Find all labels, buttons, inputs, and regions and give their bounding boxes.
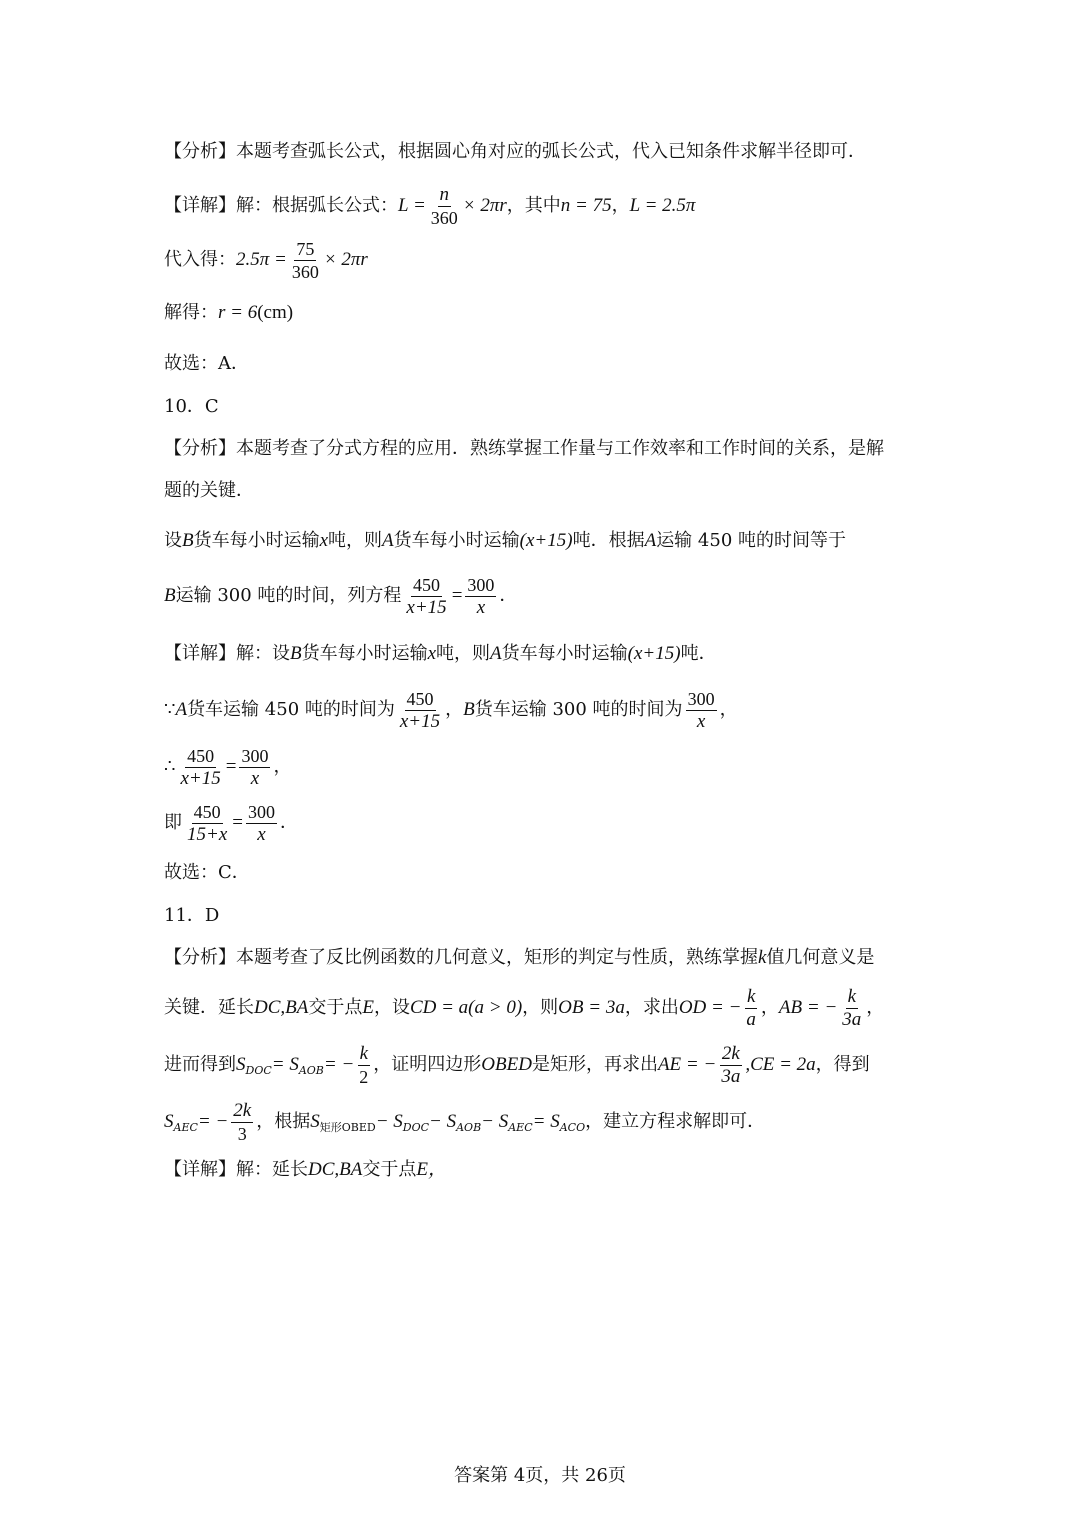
math: S — [236, 1054, 246, 1075]
text: 值几何意义是 — [766, 947, 875, 968]
text: 解得： — [164, 302, 218, 323]
numerator: k — [847, 985, 856, 1007]
analysis-line-11d — [164, 1100, 924, 1144]
text: 故选：C． — [164, 862, 250, 883]
question-10-answer — [164, 394, 924, 420]
detail-line-10 — [164, 641, 924, 667]
math: B — [164, 585, 176, 606]
text: 【详解】解：延长 — [164, 1159, 308, 1180]
numerator: 450 — [187, 745, 215, 766]
math: ,CE = 2a — [745, 1054, 816, 1075]
text: 11．D — [164, 905, 220, 926]
equation-line-10 — [164, 574, 924, 618]
numerator: k — [359, 1042, 369, 1064]
math: − S — [429, 1111, 457, 1132]
fraction — [290, 238, 321, 283]
math: B — [290, 643, 302, 664]
text: 货车每小时运输 — [393, 530, 520, 551]
denominator: x+15 — [406, 596, 447, 618]
text: 货车每小时运输 — [301, 643, 428, 664]
text: 【详解】解：设 — [164, 643, 290, 664]
text: ，建立方程求解即可． — [585, 1111, 766, 1132]
subscript: DOC — [402, 1121, 430, 1134]
math: OBED — [481, 1054, 532, 1075]
text: 运输 300 吨的时间，列方程 — [175, 585, 402, 606]
math: S — [310, 1111, 320, 1132]
numerator: 75 — [296, 238, 315, 259]
text: ，求出 — [624, 997, 679, 1018]
text: ， — [719, 699, 738, 720]
denominator: 3a — [721, 1065, 741, 1087]
math: L = — [398, 195, 426, 216]
text: 是矩形，再求出 — [531, 1054, 658, 1075]
answer-line-9 — [164, 351, 924, 377]
text: 关键．延长 — [164, 997, 254, 1018]
denominator: 15+x — [187, 823, 228, 845]
namely-line — [164, 801, 924, 845]
numerator: 2k — [233, 1099, 252, 1121]
numerator: k — [746, 985, 756, 1007]
analysis-line-10b — [164, 478, 924, 504]
text: 设 — [164, 530, 182, 551]
math: = — [225, 756, 237, 777]
text: ，其中 — [506, 195, 561, 216]
math: E — [362, 997, 374, 1018]
text: 货车每小时运输 — [193, 530, 320, 551]
math: CD = a(a > 0) — [409, 997, 523, 1018]
math: DC,BA — [308, 1159, 363, 1180]
fraction — [246, 801, 277, 846]
math: DC,BA — [254, 997, 309, 1018]
analysis-line-11c — [164, 1043, 924, 1087]
math: − S — [481, 1111, 509, 1132]
denominator: 3a — [842, 1008, 862, 1030]
substitute-line — [164, 238, 924, 282]
math: E， — [416, 1159, 447, 1180]
text: 进而得到 — [164, 1054, 236, 1075]
text: ，得到 — [815, 1054, 870, 1075]
math: = S — [271, 1054, 299, 1075]
math: S — [164, 1111, 174, 1132]
fraction — [357, 1043, 370, 1088]
numerator: 450 — [413, 574, 441, 595]
text: 交于点 — [362, 1159, 417, 1180]
solve-line — [164, 300, 924, 326]
denominator: x+15 — [399, 710, 441, 732]
text: ， — [273, 756, 292, 777]
text: 即 — [164, 812, 182, 833]
numerator: 300 — [687, 688, 715, 709]
text: ∴ — [164, 756, 176, 777]
math: (x+15) — [519, 530, 573, 551]
text: ，则 — [522, 997, 559, 1018]
text: ， — [611, 195, 630, 216]
denominator: 360 — [430, 207, 458, 228]
denominator: 2 — [359, 1066, 369, 1087]
detail-line-11 — [164, 1157, 924, 1183]
text: ∵ — [164, 699, 176, 720]
text: 吨． — [680, 643, 717, 664]
subscript: AEC — [173, 1121, 198, 1134]
text: 代入得： — [164, 249, 236, 270]
analysis-line-11a — [164, 945, 924, 971]
fraction — [840, 986, 863, 1031]
math: OB = 3a — [558, 997, 625, 1018]
numerator: 300 — [467, 574, 495, 595]
because-line — [164, 688, 924, 732]
math: A — [382, 530, 394, 551]
text: 货车运输 300 吨的时间为 — [474, 699, 683, 720]
text: 吨．根据 — [572, 530, 645, 551]
analysis-line-1 — [164, 139, 924, 165]
numerator: 2k — [721, 1042, 740, 1064]
text: 10．C — [164, 396, 219, 417]
numerator: 450 — [406, 688, 434, 709]
math: r = 6 — [218, 302, 258, 323]
fraction — [231, 1100, 253, 1145]
text: 吨，则 — [328, 530, 383, 551]
setup-line-10 — [164, 528, 924, 554]
text: ，根据 — [256, 1111, 311, 1132]
text: 故选：A． — [164, 353, 249, 374]
denominator: x — [250, 767, 260, 789]
numerator: 300 — [241, 745, 269, 766]
detail-line-arc-formula — [164, 183, 924, 228]
math: = — [232, 812, 243, 833]
math: × 2πr — [323, 249, 368, 270]
fraction — [719, 1043, 742, 1088]
text: 【分析】本题考查弧长公式，根据圆心角对应的弧长公式，代入已知条件求解半径即可． — [164, 141, 866, 162]
text: ， — [866, 997, 885, 1018]
text: ． — [279, 812, 298, 833]
text: ， — [445, 699, 464, 720]
text: 货车每小时运输 — [501, 643, 628, 664]
math: L = 2.5π — [629, 195, 696, 216]
denominator: x+15 — [180, 767, 221, 789]
subscript: AOB — [456, 1121, 482, 1134]
math: k — [758, 947, 767, 968]
text: 货车运输 450 吨的时间为 — [187, 699, 395, 720]
math: A — [644, 530, 657, 551]
question-11-answer — [164, 903, 924, 929]
fraction — [429, 184, 460, 229]
math: A — [175, 699, 188, 720]
subscript: DOC — [245, 1064, 272, 1077]
math: (cm) — [257, 302, 294, 323]
math: OD = − — [678, 997, 742, 1018]
math: AB = − — [778, 997, 838, 1018]
math: × 2πr — [462, 195, 507, 216]
denominator: 360 — [291, 261, 319, 282]
fraction — [239, 745, 270, 790]
therefore-line — [164, 745, 924, 789]
page-footer: 答案第 4页，共 26页 — [454, 1465, 626, 1486]
text: 交于点 — [308, 997, 363, 1018]
math: (x+15) — [627, 643, 681, 664]
denominator: 3 — [237, 1123, 247, 1144]
text: ， — [760, 997, 779, 1018]
numerator: 300 — [247, 801, 275, 822]
analysis-line-10a — [164, 436, 924, 462]
text: ，设 — [373, 997, 410, 1018]
text: 运输 450 吨的时间等于 — [656, 530, 846, 551]
denominator: x — [696, 710, 706, 732]
math: B — [463, 699, 475, 720]
fraction — [398, 688, 442, 733]
numerator: 450 — [193, 801, 221, 822]
denominator: x — [257, 823, 266, 845]
fraction — [404, 574, 448, 619]
math: − S — [375, 1111, 403, 1132]
math: A — [490, 643, 502, 664]
analysis-line-11b — [164, 986, 924, 1030]
fraction — [185, 801, 229, 846]
text: 【详解】解：根据弧长公式： — [164, 195, 398, 216]
fraction — [178, 745, 222, 790]
fraction — [465, 574, 496, 619]
denominator: a — [746, 1008, 756, 1030]
subscript: AEC — [508, 1121, 533, 1134]
math: = — [451, 585, 463, 606]
fraction — [744, 986, 758, 1031]
text: ． — [499, 585, 518, 606]
math: n = 75 — [560, 195, 612, 216]
text: 【分析】本题考查了反比例函数的几何意义，矩形的判定与性质，熟练掌握 — [164, 947, 758, 968]
denominator: x — [476, 596, 486, 618]
text: ，证明四边形 — [373, 1054, 482, 1075]
subscript: ACO — [559, 1121, 586, 1134]
text: 题的关键． — [164, 480, 254, 501]
text: 吨，则 — [436, 643, 491, 664]
answer-line-10 — [164, 860, 924, 886]
math: = − — [197, 1111, 229, 1132]
math: = − — [323, 1054, 355, 1075]
subscript: 矩形OBED — [319, 1121, 376, 1134]
text: 【分析】本题考查了分式方程的应用．熟练掌握工作量与工作效率和工作时间的关系，是解 — [164, 438, 884, 459]
subscript: AOB — [298, 1064, 324, 1077]
fraction — [686, 688, 717, 733]
numerator: n — [439, 183, 450, 205]
math: B — [182, 530, 194, 551]
math: AE = − — [657, 1054, 717, 1075]
math: x — [319, 530, 329, 551]
math: 2.5π = — [236, 249, 287, 270]
math: = S — [532, 1111, 560, 1132]
math: x — [427, 643, 437, 664]
